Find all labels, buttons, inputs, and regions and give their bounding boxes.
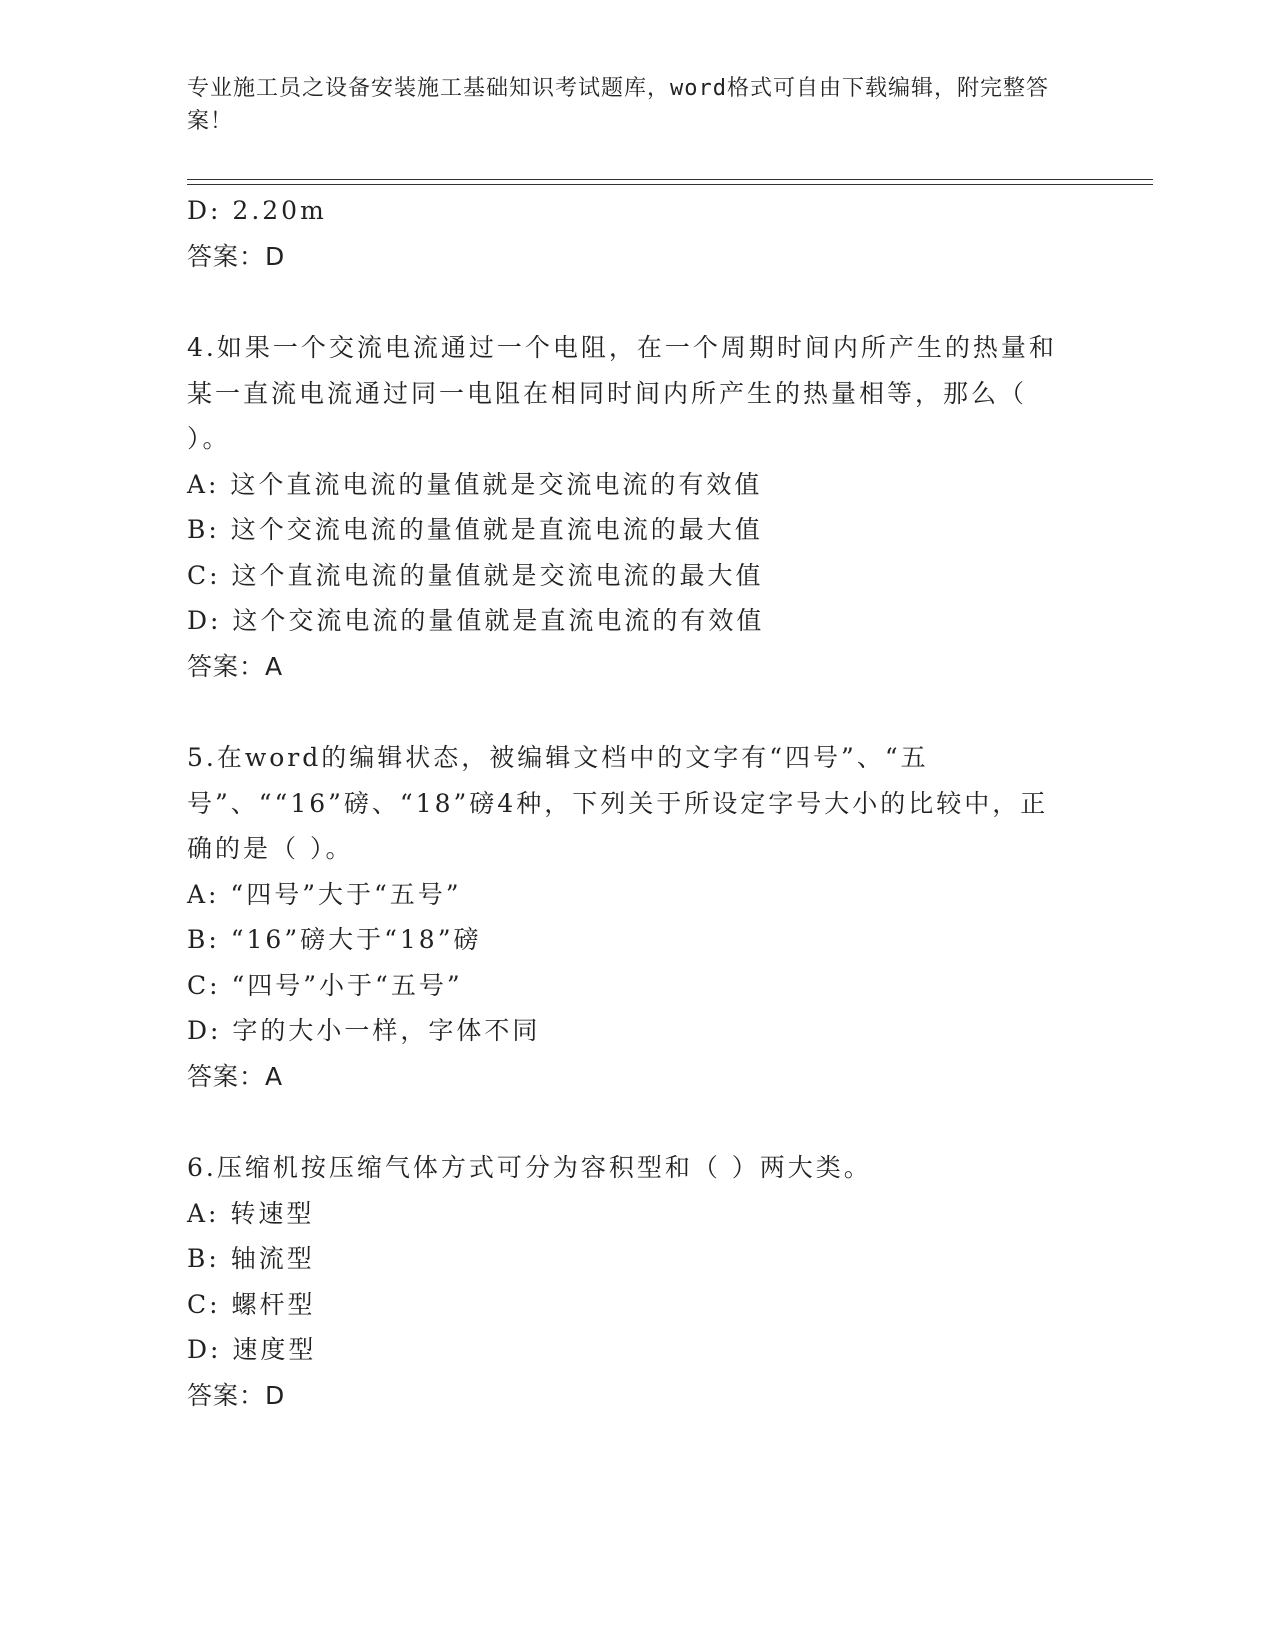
question-stem: 4.如果一个交流电流通过一个电阻，在一个周期时间内所产生的热量和某一直流电流通过同一电阻在相同时间内所产生的热量相等，那么（ ）。: [187, 333, 1057, 453]
question-4: [187, 325, 1067, 689]
option-c: C: “四号”小于“五号”: [187, 970, 463, 1000]
option-a: A: “四号”大于“五号”: [187, 879, 462, 909]
option-b: B: 轴流型: [187, 1244, 315, 1273]
option-d: D: 2.20m: [187, 196, 327, 225]
spacer: [187, 689, 1067, 735]
answer-line: 答案：A: [187, 1061, 284, 1091]
previous-question-tail: [187, 188, 1067, 279]
option-d: D: 这个交流电流的量值就是直流电流的有效值: [187, 606, 765, 635]
spacer: [187, 279, 1067, 325]
option-a: A: 转速型: [187, 1198, 315, 1228]
document-body: [187, 188, 1067, 1418]
header-divider: [187, 179, 1153, 185]
option-c: C: 这个直流电流的量值就是交流电流的最大值: [187, 560, 764, 590]
answer-line: 答案：D: [187, 241, 286, 271]
option-c: C: 螺杆型: [187, 1289, 316, 1319]
page-header: 专业施工员之设备安装施工基础知识考试题库，word格式可自由下载编辑，附完整答案！: [187, 76, 1049, 134]
option-d: D: 速度型: [187, 1335, 317, 1364]
question-5: [187, 735, 1067, 1099]
answer-line: 答案：A: [187, 651, 284, 681]
question-6: [187, 1145, 1067, 1418]
option-b: B: 这个交流电流的量值就是直流电流的最大值: [187, 515, 763, 544]
question-stem: 5.在word的编辑状态，被编辑文档中的文字有“四号”、“五号”、““16”磅、“18”磅4种，下列关于所设定字号大小的比较中，正确的是（ ）。: [187, 743, 1049, 863]
option-b: B: “16”磅大于“18”磅: [187, 925, 482, 954]
option-a: A: 这个直流电流的量值就是交流电流的有效值: [187, 469, 763, 499]
question-stem: 6.压缩机按压缩气体方式可分为容积型和（ ）两大类。: [187, 1153, 872, 1182]
answer-line: 答案：D: [187, 1380, 286, 1410]
spacer: [187, 1099, 1067, 1145]
option-d: D: 字的大小一样，字体不同: [187, 1016, 541, 1045]
